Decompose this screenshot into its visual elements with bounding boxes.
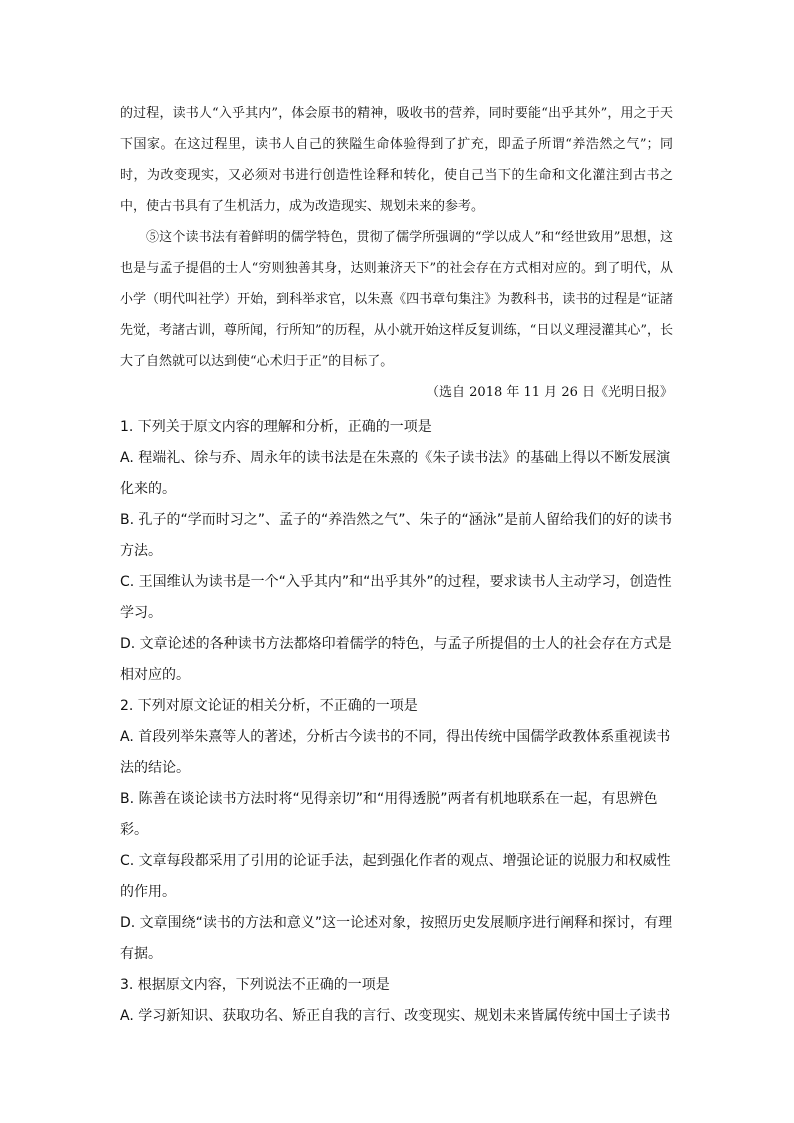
question-3-option-a: A. 学习新知识、获取功名、矫正自我的言行、改变现实、规划未来皆属传统中国士子读书 (120, 1008, 671, 1024)
paragraph-continuation: 的过程，读书人“入乎其内”，体会原书的精神，吸收书的营养，同时要能“出乎其外”，用之于天下国家。在这过程里，读书人自己的狭隘生命体验得到了扩充，即孟子所谓“养浩然之气”；同时，为改变现实，又必须对书进行创造性诠释和转化，使自己当下的生命和文化灌注到古书之中，使古书具有了生机活力，成为改造现实、规划未来的参考。 (120, 106, 673, 214)
question-2-option-c: C. 文章每段都采用了引用的论证手法，起到强化作者的观点、增强论证的说服力和权威性的作用。 (120, 853, 671, 900)
source-citation: （选自 2018 年 11 月 26 日《光明日报》 (426, 385, 673, 400)
question-1-option-b: B. 孔子的“学而时习之”、孟子的“养浩然之气”、朱子的“涵泳”是前人留给我们的好的读书方法。 (120, 512, 673, 559)
question-1-stem: 1. 下列关于原文内容的理解和分析，正确的一项是 (120, 419, 432, 435)
question-2-option-a: A. 首段列举朱熹等人的著述，分析古今读书的不同，得出传统中国儒学政教体系重视读书法的结论。 (120, 729, 671, 776)
question-1-option-c: C. 王国维认为读书是一个“入乎其内”和“出乎其外”的过程，要求读书人主动学习，创造性学习。 (120, 574, 672, 621)
article-passage (120, 98, 673, 408)
question-3-stem: 3. 根据原文内容，下列说法不正确的一项是 (120, 977, 390, 993)
question-2-option-b: B. 陈善在谈论读书方法时将“见得亲切”和“用得透脱”两者有机地联系在一起，有思辨色彩。 (120, 791, 658, 838)
question-2-stem: 2. 下列对原文论证的相关分析，不正确的一项是 (120, 698, 418, 714)
question-1-option-d: D. 文章论述的各种读书方法都烙印着儒学的特色，与孟子所提倡的士人的社会存在方式是相对应的。 (120, 636, 672, 683)
paragraph-5: ⑤这个读书法有着鲜明的儒学特色，贯彻了儒学所强调的“学以成人”和“经世致用”思想，这也是与孟子提倡的士人“穷则独善其身，达则兼济天下”的社会存在方式相对应的。到了明代，从小学（明代叫社学）开始，到科举求官，以朱熹《四书章句集注》为教科书，读书的过程是“证諸先觉，考諸古训，尊所闻，行所知”的历程，从小就开始这样反复训练，“日以义理浸灌其心”，长大了自然就可以达到使“心术归于正”的目标了。 (120, 230, 673, 369)
question-2-option-d: D. 文章围绕“读书的方法和意义”这一论述对象，按照历史发展顺序进行阐释和探讨，有理有据。 (120, 915, 673, 962)
question-section (120, 412, 673, 1032)
question-1-option-a: A. 程端礼、徐与乔、周永年的读书法是在朱熹的《朱子读书法》的基础上得以不断发展演化来的。 (120, 450, 671, 497)
